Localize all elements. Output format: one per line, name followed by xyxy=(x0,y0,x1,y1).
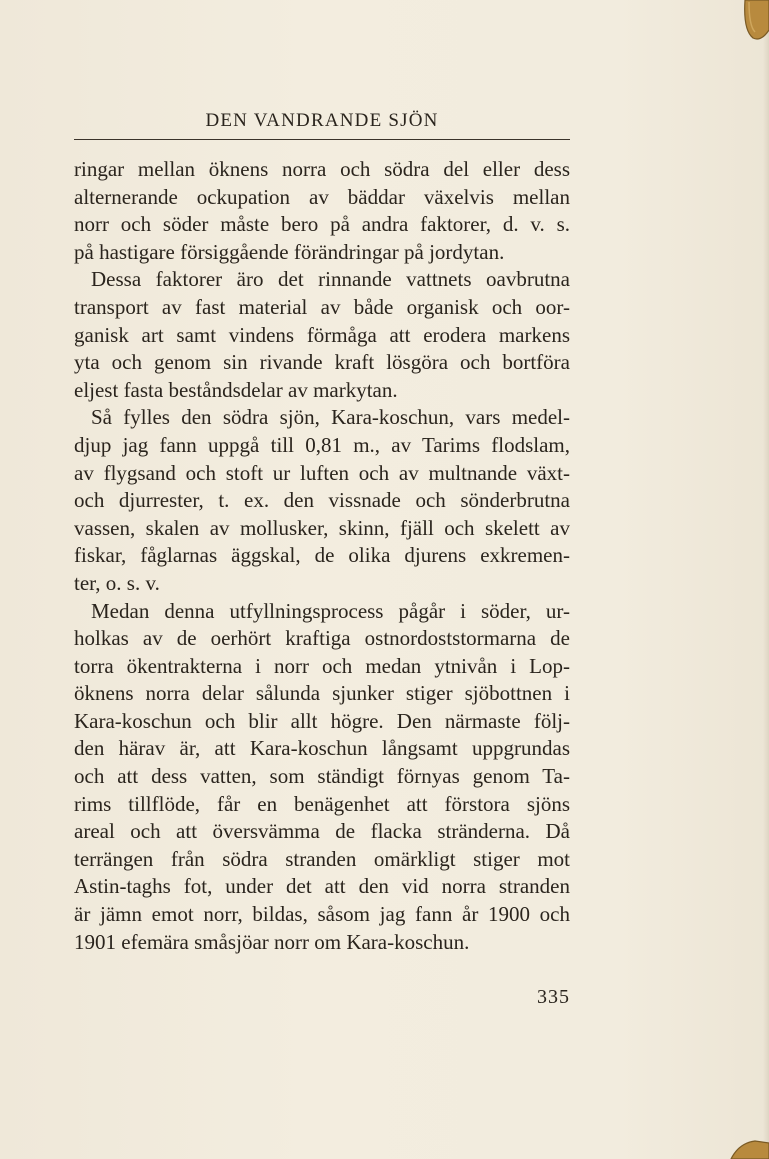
text-line: eljest fasta beståndsdelar av markytan. xyxy=(74,377,398,402)
text-line: areal och att översvämma de flacka stränderna. Då xyxy=(74,819,570,844)
text-line: torra ökentrakterna i norr och medan ytnivån i Lop- xyxy=(74,653,570,678)
text-line: terrängen från södra stranden omärkligt stiger mot xyxy=(74,846,570,871)
body-text xyxy=(74,156,570,956)
text-line: Kara-koschun och blir allt högre. Den närmaste följ- xyxy=(74,708,570,733)
text-line: Dessa faktorer äro det rinnande vattnets oavbrutna xyxy=(91,267,570,292)
gold-corner-tab-bottom xyxy=(725,1139,769,1159)
page-number: 335 xyxy=(537,986,570,1008)
text-line: öknens norra delar sålunda sjunker stiger sjöbottnen i xyxy=(74,681,570,706)
text-line: Astin-taghs fot, under det att den vid norra stranden xyxy=(74,874,570,899)
text-line: Medan denna utfyllningsprocess pågår i söder, ur- xyxy=(91,598,570,623)
text-line: alternerande ockupation av bäddar växelvis mellan xyxy=(74,184,570,209)
text-line: vassen, skalen av mollusker, skinn, fjäll och skelett av xyxy=(74,515,570,540)
text-line: fiskar, fåglarnas äggskal, de olika djurens exkremen- xyxy=(74,543,570,568)
text-line: norr och söder måste bero på andra faktorer, d. v. s. xyxy=(74,212,570,237)
gold-corner-tab-top xyxy=(725,0,769,44)
text-line: holkas av de oerhört kraftiga ostnordoststormarna de xyxy=(74,626,570,651)
text-line: ringar mellan öknens norra och södra del eller dess xyxy=(74,157,570,181)
text-line: på hastigare försiggående förändringar på jordytan. xyxy=(74,239,505,264)
text-line: av flygsand och stoft ur luften och av multnande växt- xyxy=(74,460,570,485)
text-line: rims tillflöde, får en benägenhet att förstora sjöns xyxy=(74,791,570,816)
text-line: den härav är, att Kara-koschun långsamt uppgrundas xyxy=(74,736,570,761)
text-line: ter, o. s. v. xyxy=(74,570,160,595)
text-line: djup jag fann uppgå till 0,81 m., av Tarims flodslam, xyxy=(74,432,570,457)
header-rule xyxy=(74,139,570,140)
text-line: är jämn emot norr, bildas, såsom jag fann år 1900 och xyxy=(74,902,570,927)
text-line: yta och genom sin rivande kraft lösgöra och bortföra xyxy=(74,350,570,375)
text-line: Så fylles den södra sjön, Kara-koschun, vars medel- xyxy=(91,405,570,430)
text-line: transport av fast material av både organisk och oor- xyxy=(74,294,570,319)
text-line: 1901 efemära småsjöar norr om Kara-koschun. xyxy=(74,929,470,954)
page-edge-shadow xyxy=(763,0,769,1159)
text-line: ganisk art samt vindens förmåga att erodera markens xyxy=(74,322,570,347)
running-head: DEN VANDRANDE SJÖN xyxy=(205,110,439,131)
text-line: och djurrester, t. ex. den vissnade och sönderbrutna xyxy=(74,488,570,513)
text-line: och att dess vatten, som ständigt förnyas genom Ta- xyxy=(74,764,570,789)
